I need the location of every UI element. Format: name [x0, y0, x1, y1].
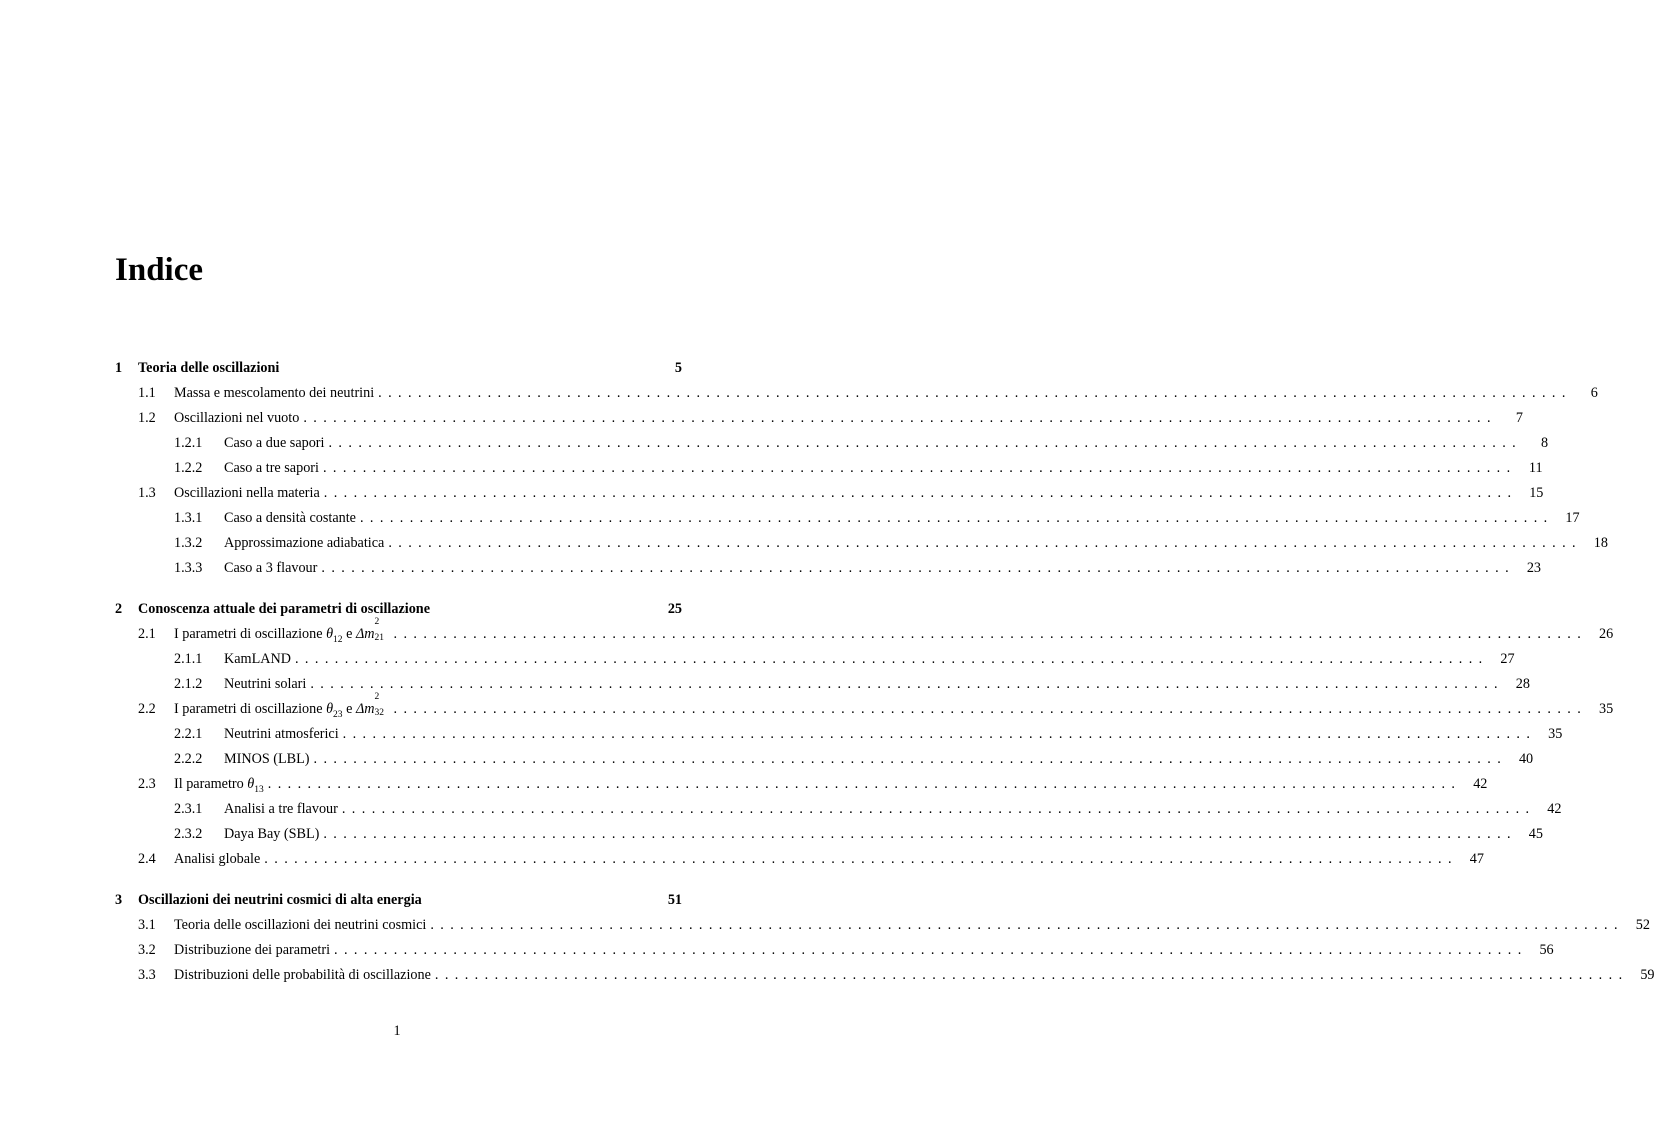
toc-entry-2-3-2[interactable] [115, 822, 1543, 847]
toc-leader-dots: ........................................................................................................................ [359, 510, 1554, 526]
toc-entry-label: KamLAND [224, 651, 291, 667]
toc-leader-dots: ........................................................................................................................ [322, 460, 1517, 476]
toc-entry-number: 2.1 [138, 626, 156, 642]
toc-entry-2-3[interactable] [115, 772, 1488, 797]
toc-entry-label: Neutrini atmosferici [224, 726, 339, 742]
toc-leader-dots: ........................................................................................................................ [323, 485, 1518, 501]
toc-entry-1-2-1[interactable] [115, 431, 1549, 456]
toc-entry-page: 23 [1526, 560, 1542, 576]
toc-entry-page: 11 [1528, 460, 1543, 476]
toc-entry-3[interactable] [115, 888, 682, 913]
toc-entry-number: 2.1.2 [174, 676, 203, 692]
toc-entry-label: Analisi a tre flavour [224, 801, 338, 817]
toc-entry-math: $\theta_{13}$ [247, 776, 264, 795]
toc-entry-page: 27 [1500, 651, 1515, 667]
toc-entry-number: 1.3.2 [174, 535, 203, 551]
toc-entry-label: Neutrini solari [224, 676, 307, 692]
toc-entry-label: Caso a densità costante [224, 510, 356, 526]
toc-leader-dots: ........................................................................................................................ [323, 826, 1517, 842]
toc-entry-number: 1.2.2 [174, 460, 203, 476]
toc-entry-2-2-1[interactable] [115, 722, 1563, 747]
toc-entry-label: Teoria delle oscillazioni [138, 360, 280, 376]
toc-entry-3-2[interactable] [115, 938, 1554, 963]
toc-entry-label: Teoria delle oscillazioni dei neutrini cosmici [174, 917, 427, 933]
toc-entry-page: 42 [1547, 801, 1562, 817]
toc-leader-dots: ........................................................................................................................ [267, 776, 1462, 792]
toc-entry-page: 42 [1473, 776, 1488, 792]
toc-entry-label: Caso a due sapori [224, 435, 325, 451]
toc-leader-dots: ........................................................................................................................ [334, 942, 1528, 958]
toc-entry-math: $\theta_{23}$ e Δm 2 32 [326, 692, 385, 720]
toc-leader-dots: ........................................................................................................................ [393, 701, 1588, 717]
toc-entry-label: Conoscenza attuale dei parametri di oscillazione [138, 601, 430, 617]
toc-entry-label: Distribuzione dei parametri [174, 942, 331, 958]
toc-entry-number: 3.1 [138, 917, 156, 933]
toc-entry-label: Daya Bay (SBL) [224, 826, 320, 842]
toc-entry-page: 45 [1528, 826, 1543, 842]
toc-leader-dots: ........................................................................................................................ [341, 801, 1536, 817]
toc-entry-label: Oscillazioni dei neutrini cosmici di alta energia [138, 892, 422, 908]
toc-entry-label: I parametri di oscillazione $\theta_{12}$ e Δm 2 21 [174, 622, 390, 647]
toc-entry-page: 40 [1518, 751, 1534, 767]
toc-entry-label: I parametri di oscillazione $\theta_{23}$ e Δm 2 32 [174, 697, 390, 722]
toc-entry-page: 56 [1539, 942, 1554, 958]
toc-entry-1[interactable] [115, 356, 682, 381]
toc-entry-page: 51 [667, 892, 682, 908]
toc-entry-number: 1.2.1 [174, 435, 203, 451]
toc-entry-label: Il parametro $\theta_{13}$ [174, 776, 264, 795]
toc-entry-number: 2.3 [138, 776, 156, 792]
toc-entry-number: 2.2 [138, 701, 156, 717]
toc-entry-2-4[interactable] [115, 847, 1484, 872]
toc-entry-number: 1.1 [138, 385, 156, 401]
toc-entry-page: 8 [1541, 435, 1549, 451]
toc-entry-label: Distribuzioni delle probabilità di oscillazione [174, 967, 431, 983]
toc-entry-number: 2.2.1 [174, 726, 203, 742]
toc-entry-number: 3.2 [138, 942, 156, 958]
toc-entry-2-3-1[interactable] [115, 797, 1562, 822]
toc-entry-label: MINOS (LBL) [224, 751, 310, 767]
toc-entry-label: Caso a 3 flavour [224, 560, 318, 576]
toc-entry-1-2-2[interactable] [115, 456, 1543, 481]
toc-leader-dots: ........................................................................................................................ [393, 626, 1588, 642]
toc-leader-dots: ........................................................................................................................ [388, 535, 1582, 551]
toc-entry-number: 2.4 [138, 851, 156, 867]
toc-entry-number: 2.1.1 [174, 651, 203, 667]
toc-leader-dots: ........................................................................................................................ [313, 751, 1508, 767]
toc-entry-2-2-2[interactable] [115, 747, 1534, 772]
toc-entry-math: $\theta_{12}$ e Δm 2 21 [326, 617, 385, 645]
toc-entry-page: 5 [674, 360, 682, 376]
toc-leader-dots: ........................................................................................................................ [264, 851, 1458, 867]
page-title: Indice [115, 252, 204, 288]
toc-entry-2-1-1[interactable] [115, 647, 1515, 672]
toc-leader-dots: ........................................................................................................................ [378, 385, 1572, 401]
toc-entry-number: 1 [115, 360, 123, 376]
toc-entry-label: Massa e mescolamento dei neutrini [174, 385, 375, 401]
toc-leader-dots: ........................................................................................................................ [303, 410, 1497, 426]
toc-leader-dots: ........................................................................................................................ [434, 967, 1629, 983]
toc-entry-number: 1.3.1 [174, 510, 203, 526]
toc-entry-page: 17 [1565, 510, 1580, 526]
toc-entry-page: 59 [1640, 967, 1655, 983]
toc-entry-page: 47 [1469, 851, 1484, 867]
toc-leader-dots: ........................................................................................................................ [294, 651, 1489, 667]
toc-entry-page: 18 [1593, 535, 1608, 551]
toc-entry-label: Oscillazioni nel vuoto [174, 410, 300, 426]
toc-entry-3-1[interactable] [115, 913, 1650, 938]
toc-entry-label: Caso a tre sapori [224, 460, 319, 476]
toc-entry-1-3[interactable] [115, 481, 1544, 506]
toc-entry-page: 25 [667, 601, 682, 617]
toc-entry-2[interactable] [115, 597, 682, 622]
toc-entry-page: 6 [1590, 385, 1598, 401]
toc-leader-dots: ........................................................................................................................ [310, 676, 1504, 692]
toc-entry-page: 52 [1635, 917, 1650, 933]
toc-entry-2-2[interactable] [115, 692, 1614, 722]
toc-entry-2-1[interactable] [115, 617, 1614, 647]
toc-entry-number: 3.3 [138, 967, 156, 983]
toc-entry-label: Approssimazione adiabatica [224, 535, 385, 551]
toc-entry-number: 2 [115, 601, 123, 617]
toc-entry-page: 35 [1548, 726, 1563, 742]
toc-entry-1-2[interactable] [115, 406, 1523, 431]
toc-entry-page: 26 [1598, 626, 1614, 642]
toc-entry-3-3[interactable] [115, 963, 1655, 988]
toc-leader-dots: ........................................................................................................................ [328, 435, 1523, 451]
toc-entry-number: 2.2.2 [174, 751, 203, 767]
toc-entry-1-3-1[interactable] [115, 506, 1580, 531]
toc-entry-number: 2.3.1 [174, 801, 203, 817]
toc-entry-page: 15 [1529, 485, 1544, 501]
toc-entry-number: 1.2 [138, 410, 156, 426]
toc-entry-1-1[interactable] [115, 381, 1598, 406]
toc-entry-number: 3 [115, 892, 123, 908]
toc-entry-number: 2.3.2 [174, 826, 203, 842]
toc-entry-page: 7 [1515, 410, 1523, 426]
toc-entry-number: 1.3 [138, 485, 156, 501]
toc-entry-2-1-2[interactable] [115, 672, 1530, 697]
toc-entry-page: 35 [1598, 701, 1614, 717]
page-number: 1 [393, 1023, 401, 1039]
toc-entry-label: Oscillazioni nella materia [174, 485, 320, 501]
toc-leader-dots: ........................................................................................................................ [321, 560, 1516, 576]
toc-entry-page: 28 [1515, 676, 1530, 692]
toc-entry-1-3-2[interactable] [115, 531, 1608, 556]
toc-leader-dots: ........................................................................................................................ [342, 726, 1537, 742]
toc-entry-1-3-3[interactable] [115, 556, 1542, 581]
toc-entry-label: Analisi globale [174, 851, 261, 867]
toc-leader-dots: ........................................................................................................................ [430, 917, 1624, 933]
toc-entry-number: 1.3.3 [174, 560, 203, 576]
